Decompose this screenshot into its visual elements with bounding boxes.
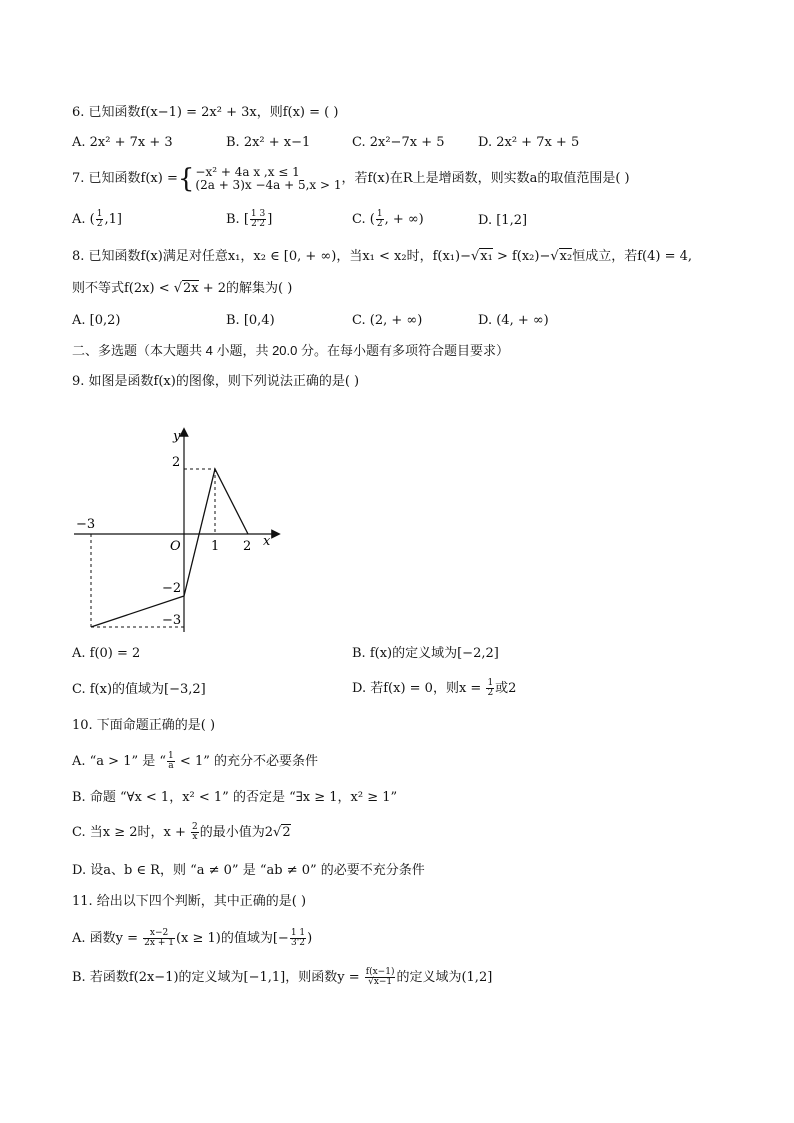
q10-c-num: 2	[192, 822, 198, 832]
q7-a-num: 1	[96, 209, 103, 219]
q10-a-post: < 1” 的充分不必要条件	[175, 754, 318, 769]
q11-b-den: √x−1	[368, 977, 393, 987]
q10-a-pre: A. “a > 1” 是 “	[72, 754, 167, 769]
q11-a-den: 2x + 1	[144, 938, 174, 948]
q9-stem: 9. 如图是函数f(x)的图像，则下列说法正确的是( )	[72, 374, 360, 389]
q9-option-c: C. f(x)的值域为[−3,2]	[72, 682, 206, 697]
q7-piecewise	[195, 166, 341, 192]
q9-option-b: B. f(x)的定义域为[−2,2]	[352, 646, 499, 661]
q10-a-frac	[167, 752, 175, 771]
q8-line-2: 则不等式f(2x) < √2x + 2的解集为( )	[72, 281, 293, 296]
q10-c-pre: C. 当x ≥ 2时，x +	[72, 825, 190, 840]
q8-radical-3: 2x	[183, 281, 199, 296]
q10-stem: 10. 下面命题正确的是( )	[72, 718, 216, 733]
q10-option-d: D. 设a、b ∈ R，则 “a ≠ 0” 是 “ab ≠ 0” 的必要不充分条件	[72, 863, 425, 878]
q10-c-mid: 的最小值为2	[199, 825, 274, 840]
q10-c-frac	[191, 823, 199, 842]
tick-y-neg3: −3	[162, 613, 182, 628]
q7-option-a	[72, 210, 122, 229]
q9-d-den: 2	[487, 688, 494, 698]
q7-c-post: , + ∞)	[384, 212, 424, 227]
q8-radical-2: x₂	[559, 249, 573, 264]
q9-function-graph	[70, 424, 290, 638]
q10-option-c: C. 当x ≥ 2时，x + $\frac{2}{x}$ 的最小值为2√2	[72, 822, 291, 842]
q6-option-d: D. 2x² + 7x + 5	[478, 135, 580, 150]
q11-b-post: 的定义域为(1,2]	[396, 970, 493, 985]
origin-label: O	[170, 539, 181, 554]
q8-line1-mid: > f(x₂)−	[492, 249, 551, 264]
q11-b-num: f(x−1)	[365, 967, 395, 977]
q7-a-frac	[96, 210, 104, 229]
tick-x-2: 2	[243, 539, 252, 554]
q7-b-frac	[250, 210, 266, 229]
q11-a-den2: 3'2	[291, 938, 305, 948]
q6-stem: 6. 已知函数f(x−1) = 2x² + 3x，则f(x) = ( )	[72, 105, 339, 120]
q8-option-b: B. [0,4)	[226, 313, 275, 328]
q8-option-c: C. (2, + ∞)	[352, 313, 423, 328]
q7-b-post: ]	[267, 212, 273, 227]
q10-a-den: a	[168, 761, 174, 771]
q9-d-num: 1	[487, 678, 494, 688]
q9-option-d	[352, 679, 516, 698]
q7-stem-post: ，若f(x)在R上是增函数，则实数a的取值范围是( )	[341, 171, 630, 186]
q10-option-a	[72, 752, 318, 771]
q7-b-pre: B. [	[226, 212, 249, 227]
q9-d-frac	[486, 679, 494, 698]
q7-brace: {	[177, 164, 195, 194]
q7-piece-2: (2a + 3)x −4a + 5,x > 1	[195, 178, 342, 192]
tick-y-neg2: −2	[162, 581, 182, 596]
q8-option-a: A. [0,2)	[72, 313, 121, 328]
tick-x-1: 1	[211, 539, 220, 554]
q10-a-num: 1	[168, 751, 174, 761]
q11-a-num2: 1 1	[290, 928, 306, 938]
q7-a-den: 2	[96, 219, 103, 229]
q7-a-pre: A. (	[72, 212, 95, 227]
tick-x-neg3: −3	[76, 517, 96, 532]
q7-stem	[72, 164, 630, 194]
q7-c-frac	[376, 210, 384, 229]
q9-d-post: 或2	[495, 681, 517, 696]
q10-option-b: B. 命题 “∀x < 1，x² < 1” 的否定是 “∃x ≥ 1，x² ≥ 1”	[72, 790, 398, 805]
q11-b-frac	[365, 968, 396, 987]
tick-y-2: 2	[172, 455, 181, 470]
q11-stem: 11. 给出以下四个判断，其中正确的是( )	[72, 894, 307, 909]
q7-c-num: 1	[376, 209, 383, 219]
q9-option-a: A. f(0) = 2	[72, 646, 141, 661]
q8-line1-post: 恒成立，若f(4) = 4,	[572, 249, 693, 264]
q7-option-b	[226, 210, 272, 229]
q7-c-den: 2	[376, 219, 383, 229]
q11-a-pre: A. 函数y =	[72, 931, 143, 946]
q7-piece-1: −x² + 4a x ,x ≤ 1	[195, 165, 300, 179]
q7-b-num: 1 3	[250, 209, 266, 219]
q10-c-radical: 2	[282, 825, 291, 840]
q6-option-c: C. 2x²−7x + 5	[352, 135, 445, 150]
q11-a-mid: (x ≥ 1)的值域为[−	[175, 931, 289, 946]
q9-d-pre: D. 若f(x) = 0，则x =	[352, 681, 486, 696]
section-heading: 二、多选题（本大题共 4 小题，共 20.0 分。在每小题有多项符合题目要求）	[72, 343, 509, 358]
q11-option-b	[72, 968, 492, 987]
q7-option-c	[352, 210, 424, 229]
q7-a-post: ,1]	[104, 212, 122, 227]
q10-c-den: x	[192, 832, 198, 842]
q11-a-frac-2	[290, 929, 306, 948]
q11-b-pre: B. 若函数f(2x−1)的定义域为[−1,1]，则函数y =	[72, 970, 364, 985]
q7-option-d: D. [1,2]	[478, 213, 528, 228]
q7-b-den: 2'2	[251, 219, 266, 229]
q8-line1-pre: 8. 已知函数f(x)满足对任意x₁，x₂ ∈ [0, + ∞)，当x₁ < x₂时，f(x₁)−	[72, 249, 471, 264]
q11-a-num: x−2	[143, 929, 175, 939]
x-axis-label: x	[263, 534, 271, 549]
q8-option-d: D. (4, + ∞)	[478, 313, 549, 328]
q7-c-pre: C. (	[352, 212, 375, 227]
q11-a-frac	[143, 929, 175, 948]
q6-option-b: B. 2x² + x−1	[226, 135, 311, 150]
q6-option-a: A. 2x² + 7x + 3	[72, 135, 173, 150]
q8-line2-post: + 2的解集为( )	[198, 281, 293, 296]
q8-radical-1: x₁	[480, 249, 493, 264]
q11-a-post: )	[307, 931, 313, 946]
y-axis-label: y	[173, 429, 181, 444]
q7-stem-pre: 7. 已知函数f(x) =	[72, 171, 178, 186]
q8-line2-pre: 则不等式f(2x) <	[72, 281, 174, 296]
q8-line-1: 8. 已知函数f(x)满足对任意x₁，x₂ ∈ [0, + ∞)，当x₁ < x₂时，f(x₁)−√x₁ > f(x₂)−√x₂恒成立，若f(4) = 4,	[72, 249, 693, 264]
q11-option-a	[72, 929, 312, 948]
